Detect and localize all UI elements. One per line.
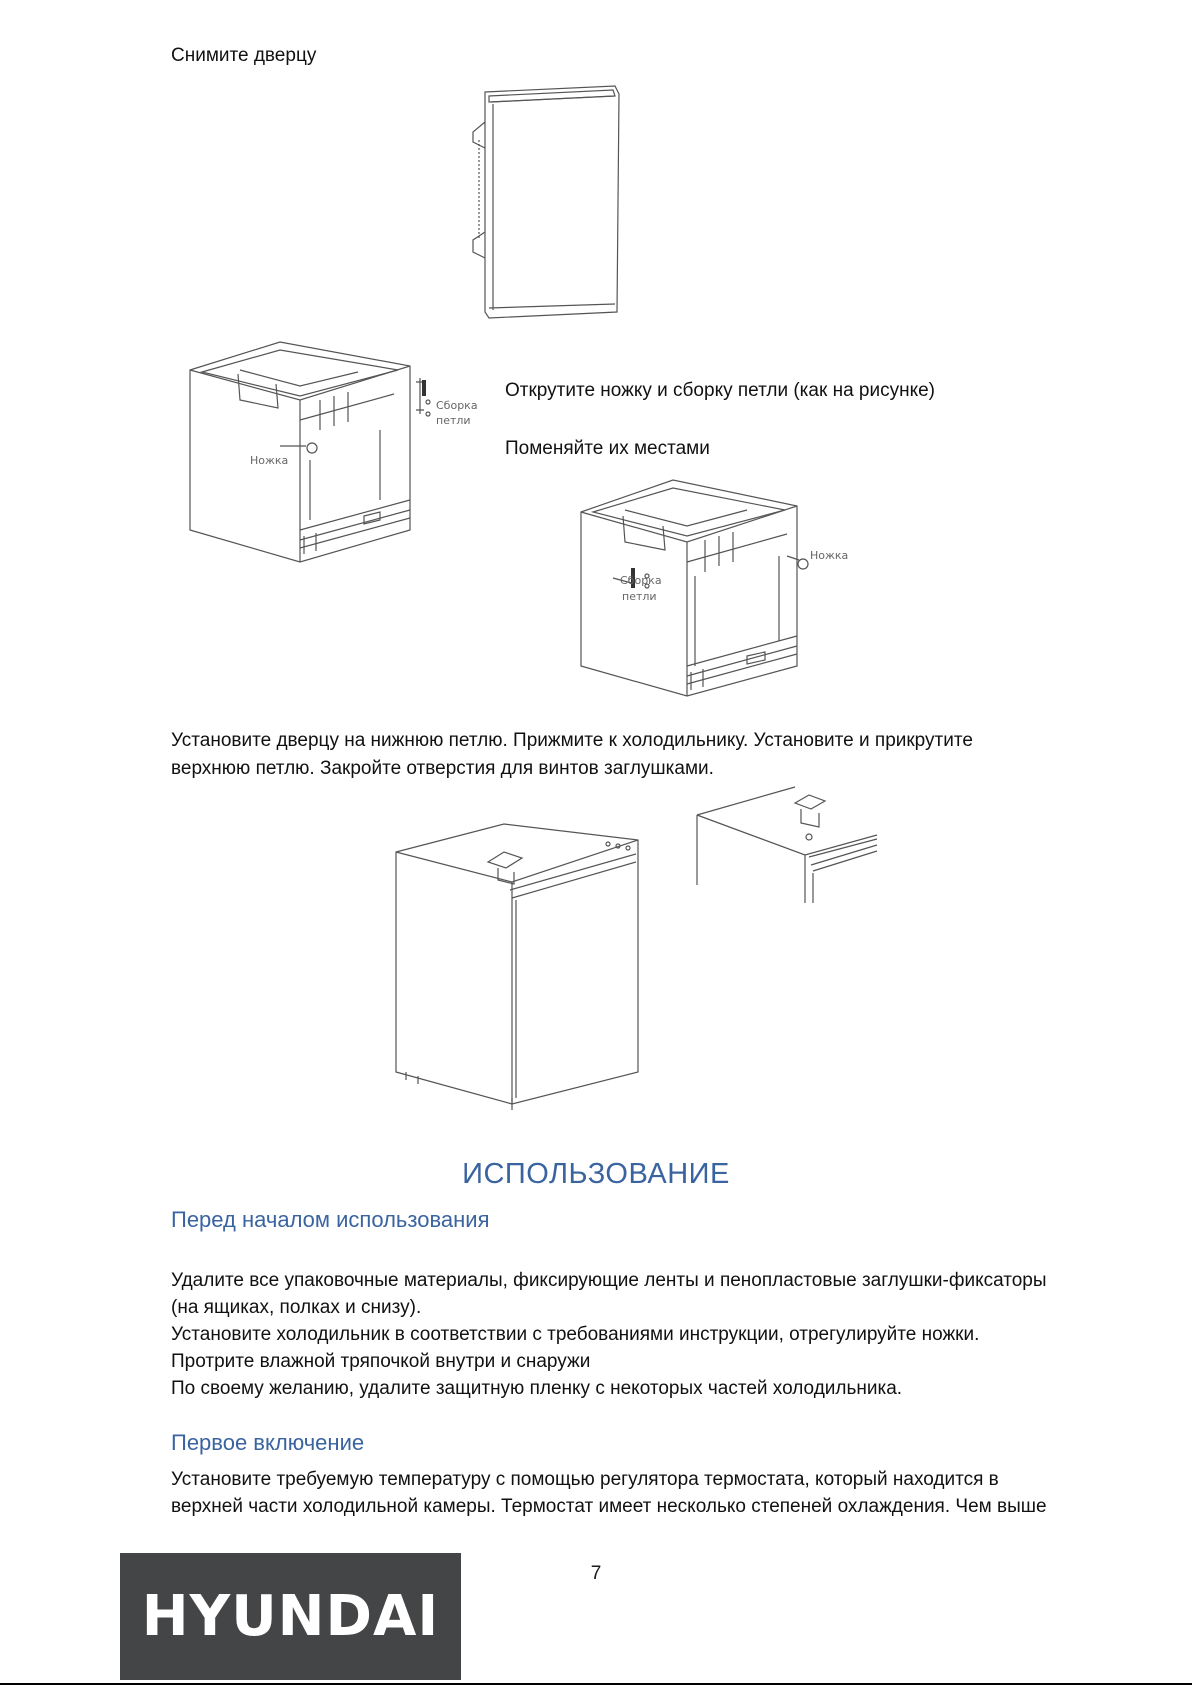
fridge-figure-2 [575, 476, 845, 701]
fig1-foot-label: Ножка [250, 454, 289, 467]
step3-line1: Установите дверцу на нижнюю петлю. Прижмите к холодильнику. Установите и прикрутите [171, 730, 973, 751]
page-number: 7 [590, 1563, 602, 1584]
fig2-hinge-label-2: петли [622, 590, 657, 603]
fig1-hinge-label-1: Сборка [436, 399, 478, 412]
before-use-heading: Перед началом использования [171, 1207, 490, 1232]
before-use-line: Установите холодильник в соответствии с требованиями инструкции, отрегулируйте ножки. [171, 1324, 980, 1345]
first-start-line: Установите требуемую температуру с помощью регулятора термостата, который находится в [171, 1469, 999, 1490]
brand-logo-text: HYUNDAI [141, 1584, 440, 1649]
fig2-foot-label: Ножка [810, 549, 849, 562]
first-start-heading: Первое включение [171, 1430, 365, 1455]
before-use-line: Удалите все упаковочные материалы, фиксирующие ленты и пенопластовые заглушки-фиксаторы [171, 1270, 1047, 1291]
step1-caption: Снимите дверцу [171, 45, 317, 66]
first-start-paragraph [171, 1466, 1047, 1520]
before-use-line: По своему желанию, удалите защитную пленку с некоторых частей холодильника. [171, 1378, 903, 1399]
assembled-fridge-illustration [392, 822, 642, 1112]
section-title: ИСПОЛЬЗОВАНИЕ [462, 1158, 730, 1190]
brand-logo [120, 1553, 461, 1680]
door-illustration [465, 82, 625, 322]
step2-line1: Открутите ножку и сборку петли (как на рисунке) [505, 380, 936, 401]
first-start-line: верхней части холодильной камеры. Термостат имеет несколько степеней охлаждения. Чем выше [171, 1496, 1047, 1517]
step2-line2: Поменяйте их местами [505, 438, 710, 459]
before-use-line: (на ящиках, полках и снизу). [171, 1297, 422, 1318]
hinge-detail-illustration [695, 785, 880, 905]
fridge-figure-1 [180, 340, 490, 570]
step3-line2: верхнюю петлю. Закройте отверстия для винтов заглушками. [171, 758, 714, 779]
before-use-paragraph [171, 1267, 1047, 1402]
fig1-hinge-label-2: петли [436, 414, 471, 427]
before-use-line: Протрите влажной тряпочкой внутри и снаружи [171, 1351, 591, 1372]
fig2-hinge-label-1: Сборка [620, 574, 662, 587]
